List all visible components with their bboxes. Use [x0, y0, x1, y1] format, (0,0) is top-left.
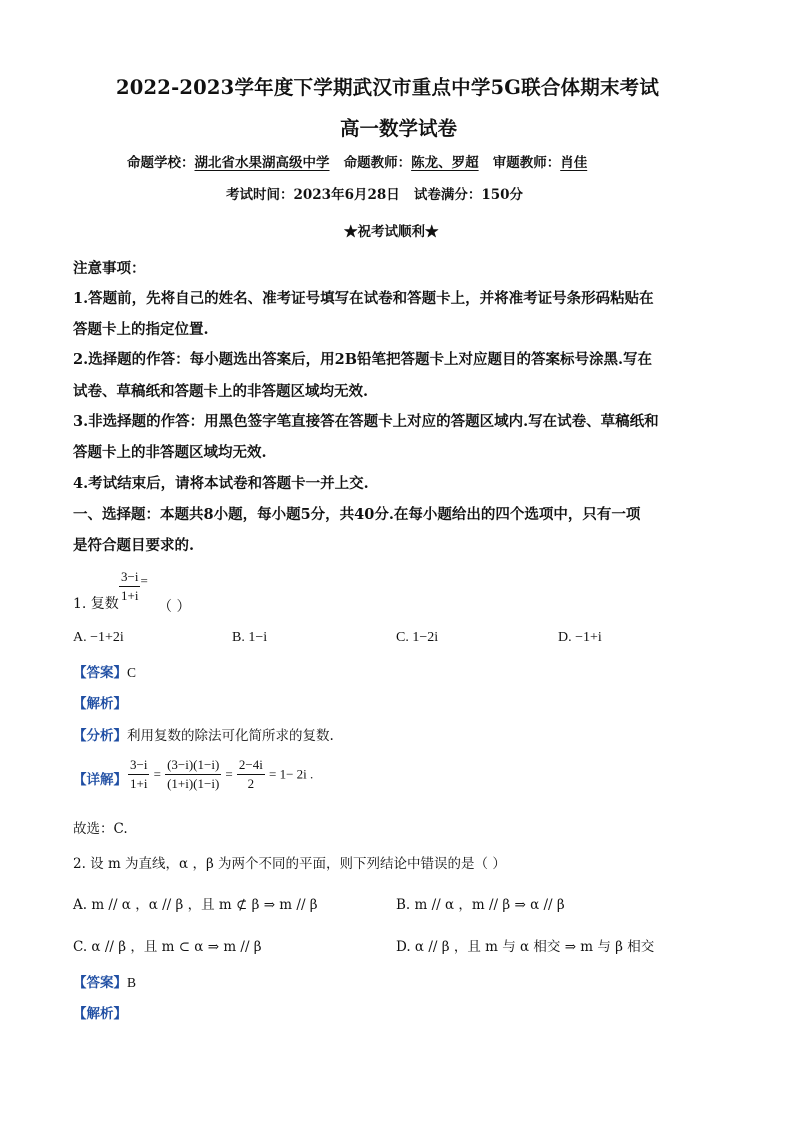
q1-frac-denominator: 1+i	[121, 588, 139, 603]
detail-frac2-num: (3−i)(1−i)	[165, 757, 221, 775]
q1-stem	[73, 593, 119, 613]
q1-fraction	[119, 569, 148, 604]
q1-frac-numerator: 3−i	[119, 569, 140, 587]
note-4: 4.考试结束后，请将本试卷和答题卡一并上交.	[73, 475, 369, 492]
note-1-line-1: 1.答题前，先将自己的姓名、准考证号填写在试卷和答题卡上，并将准考证号条形码粘贴在	[73, 290, 654, 307]
q1-fenxi	[73, 724, 334, 744]
q2-answer	[73, 971, 136, 991]
q1-answer-tag: 【答案】	[73, 665, 127, 681]
q1-fenxi-text: 利用复数的除法可化简所求的复数.	[127, 728, 334, 744]
q1-detail-label: 【详解】	[73, 772, 127, 788]
q1-analysis-tag	[73, 692, 127, 712]
reviewer-label: 审题教师：	[492, 155, 561, 171]
q1-paren: （ ）	[158, 599, 191, 615]
q1-fenxi-tag: 【分析】	[73, 728, 127, 744]
detail-frac3-den: 2	[247, 776, 255, 791]
detail-frac1-num: 3−i	[128, 757, 149, 775]
q1-option-c: C. 1−2i	[396, 630, 439, 645]
q1-analysis-label: 【解析】	[73, 696, 127, 712]
teacher-names: 陈龙、罗超	[411, 155, 479, 171]
exam-subtitle: 高一数学试卷	[340, 117, 458, 140]
exam-info: 考试时间：2023年6月28日 试卷满分：150分	[226, 187, 524, 203]
q1-choose: 故选：C.	[73, 821, 128, 837]
q1-option-a: A. −1+2i	[73, 630, 124, 645]
q2-analysis-tag	[73, 1002, 127, 1022]
detail-frac3-num: 2−4i	[237, 757, 265, 775]
note-3-line-2: 答题卡上的非答题区域均无效.	[73, 444, 267, 461]
q1-option-b: B. 1−i	[232, 630, 268, 645]
q1-detail-formula	[128, 757, 313, 792]
q1-option-d: D. −1+i	[558, 630, 602, 645]
wish-line: ★祝考试顺利★	[344, 224, 439, 240]
q2-option-d: D. α // β ，且 m 与 α 相交 ⇒ m 与 β 相交	[396, 939, 655, 955]
note-1-line-2: 答题卡上的指定位置.	[73, 321, 209, 338]
q2-analysis-label: 【解析】	[73, 1006, 127, 1022]
detail-result: = 1− 2i .	[269, 766, 314, 782]
reviewer-name: 肖佳	[560, 155, 588, 171]
author-line	[127, 151, 587, 171]
q2-option-c: C. α // β ，且 m ⊂ α ⇒ m // β	[73, 939, 262, 955]
note-2-line-1: 2.选择题的作答：每小题选出答案后，用2B铅笔把答题卡上对应题目的答案标号涂黑.写在	[73, 351, 653, 368]
detail-eq2: =	[225, 766, 233, 782]
q2-answer-tag: 【答案】	[73, 975, 127, 991]
q2-answer-value: B	[127, 975, 137, 990]
section-1-line-1: 一、选择题：本题共8小题，每小题5分，共40分.在每小题给出的四个选项中，只有一项	[73, 506, 641, 523]
note-2-line-2: 试卷、草稿纸和答题卡上的非答题区域均无效.	[73, 383, 369, 400]
q1-prefix: 1. 复数	[73, 596, 119, 612]
q1-answer	[73, 661, 136, 681]
detail-eq1: =	[153, 766, 161, 782]
exam-title: 2022-2023学年度下学期武汉市重点中学5G联合体期末考试	[116, 76, 660, 99]
detail-frac2-den: (1+i)(1−i)	[167, 776, 220, 791]
school-label: 命题学校：	[127, 155, 195, 171]
school-name: 湖北省水果湖高级中学	[194, 155, 330, 171]
q1-detail-tag	[73, 768, 127, 788]
q1-answer-value: C	[127, 665, 137, 680]
q1-equals: =	[140, 572, 148, 588]
note-3-line-1: 3.非选择题的作答：用黑色签字笔直接答在答题卡上对应的答题区域内.写在试卷、草稿纸和	[73, 413, 659, 430]
section-1-line-2: 是符合题目要求的.	[73, 537, 195, 554]
notes-heading: 注意事项：	[73, 260, 146, 277]
q2-option-b: B. m // α ，m // β ⇒ α // β	[396, 897, 565, 913]
q2-stem: 2. 设 m 为直线，α ，β 为两个不同的平面，则下列结论中错误的是（ ）	[73, 856, 506, 872]
teacher-label: 命题教师：	[343, 155, 412, 171]
q2-option-a: A. m // α ，α // β ，且 m ⊄ β ⇒ m // β	[73, 897, 318, 913]
detail-frac1-den: 1+i	[130, 776, 148, 791]
